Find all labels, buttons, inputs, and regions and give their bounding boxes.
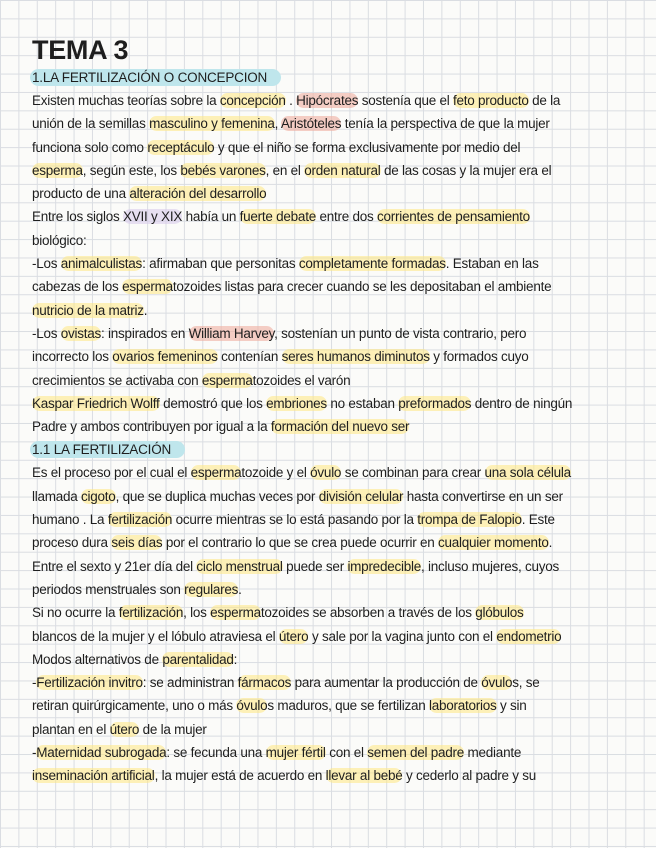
text-line: crecimientos se activaba con espermatozoides el varón [32, 372, 351, 388]
text-line: -Los animalculistas: afirmaban que personitas completamente formadas. Estaban en las [32, 256, 539, 272]
text-line: -Maternidad subrogada: se fecunda una mujer fértil con el semen del padre mediante [32, 745, 522, 761]
section-heading-fertilizacion-concepcion [32, 66, 632, 89]
text-line: Existen muchas teorías sobre la concepción . Hipócrates sostenía que el feto producto de la [32, 93, 561, 108]
text-line: incorrecto los ovarios femeninos contenían seres humanos diminutos y formados cuyo [32, 349, 529, 365]
text-line: periodos menstruales son regulares. [32, 581, 242, 597]
document-page [32, 34, 632, 788]
text-line: blancos de la mujer y el lóbulo atraviesa el útero y sale por la vagina junto con el endometrio [32, 628, 562, 644]
section-heading-label: 1.1 LA FERTILIZACIÓN [30, 441, 185, 458]
text-line: Modos alternativos de parentalidad: [32, 651, 238, 667]
section2-body [32, 461, 632, 787]
text-line: Es el proceso por el cual el espermatozoide y el óvulo se combinan para crear una sola célula [32, 465, 571, 481]
text-line: retiran quirúrgicamente, uno o más óvulos maduros, que se fertilizan laboratorios y sin [32, 698, 527, 714]
text-line: Si no ocurre la fertilización, los espermatozoides se absorben a través de los glóbulos [32, 605, 524, 621]
text-line: funciona solo como receptáculo y que el niño se forma exclusivamente por medio del [32, 139, 521, 155]
section-heading-label: 1.LA FERTILIZACIÓN O CONCEPCION [30, 69, 281, 86]
section-heading-fertilizacion [32, 438, 632, 461]
text-line: nutricio de la matriz. [32, 302, 148, 318]
text-line: unión de la semillas masculino y femenina, Aristóteles tenía la perspectiva de que la mujer [32, 116, 550, 132]
text-line: Kaspar Friedrich Wolff demostró que los embriones no estaban preformados dentro de ningún [32, 395, 573, 411]
text-line: Entre el sexto y 21er día del ciclo menstrual puede ser impredecible, incluso mujeres, cuyos [32, 558, 560, 574]
text-line: Entre los siglos XVII y XIX había un fuerte debate entre dos corrientes de pensamiento [32, 209, 530, 225]
text-line: Padre y ambos contribuyen por igual a la formación del nuevo ser [32, 419, 410, 435]
page-title: TEMA 3 [32, 35, 129, 65]
text-line: plantan en el útero de la mujer [32, 721, 207, 737]
text-line: proceso dura seis días por el contrario lo que se crea puede ocurrir en cualquier momento. [32, 535, 553, 551]
text-line: humano . La fertilización ocurre mientras se lo está pasando por la trompa de Falopio. Este [32, 512, 555, 528]
text-line: producto de una alteración del desarrollo [32, 186, 267, 202]
text-line: -Fertilización invitro: se administran fármacos para aumentar la producción de óvulos, se [32, 675, 540, 691]
text-line: cabezas de los espermatozoides listas para crecer cuando se les depositaban el ambiente [32, 279, 552, 295]
text-line: llamada cigoto, que se duplica muchas veces por división celular hasta convertirse en un ser [32, 488, 563, 504]
text-line: biológico: [32, 232, 87, 248]
text-line: inseminación artificial, la mujer está de acuerdo en llevar al bebé y cederlo al padre y su [32, 768, 537, 784]
section1-body [32, 89, 632, 438]
text-line: -Los ovistas: inspirados en William Harvey, sostenían un punto de vista contrario, pero [32, 325, 527, 341]
text-line: esperma, según este, los bebés varones, en el orden natural de las cosas y la mujer era el [32, 162, 552, 178]
